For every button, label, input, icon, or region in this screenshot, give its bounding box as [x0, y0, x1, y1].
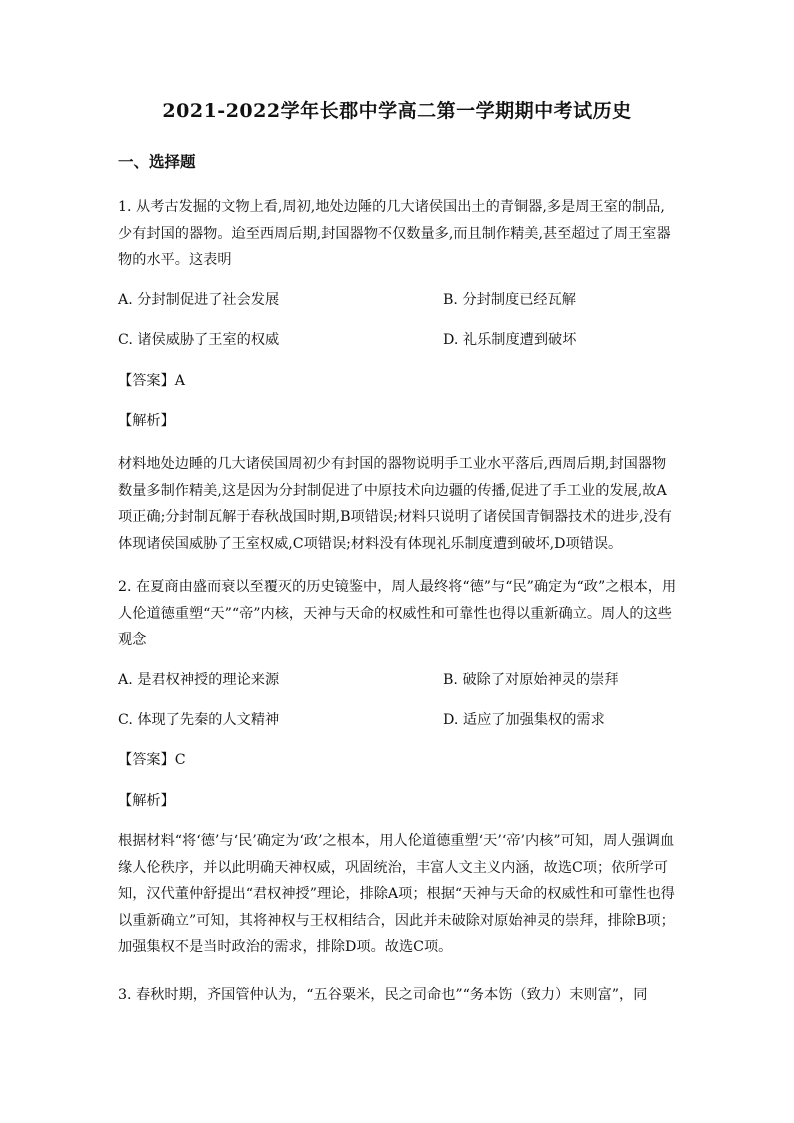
question-2-answer: 【答案】C: [118, 752, 186, 768]
question-1-analysis: 材料地处边睡的几大诸侯国周初少有封国的器物说明手工业水平落后,西周后期,封国器物数量多制作精美,这是因为分封制促进了中原技术向边疆的传播,促进了手工业的发展,故A项正确;分封制瓦解于春秋战国时期,B项错误;材料只说明了诸侯国青铜器技术的进步,没有体现诸侯国威胁了王室权威,C项错误;材料没有体现礼乐制度遭到破坏,D项错误。: [118, 456, 672, 552]
question-1-option-c: C. 诸侯威胁了王室的权威: [118, 332, 280, 348]
question-2-analysis-label: 【解析】: [118, 793, 175, 809]
question-2-option-a: A. 是君权神授的理论来源: [118, 672, 280, 688]
question-1-option-a: A. 分封制促进了社会发展: [118, 292, 280, 308]
question-2-analysis: 根据材料“将‘德’与‘民’确定为‘政’之根本，用人伦道德重塑‘天’‘帝’内核”可知，周人强调血缘人伦秩序，并以此明确天神权威，巩固统治，丰富人文主义内涵，故选C项；依所学可知，汉代董仲舒提出“君权神授”理论，排除A项；根据“天神与天命的权威性和可靠性也得以重新确立”可知，其将神权与王权相结合，因此并未破除对原始神灵的崇拜，排除B项；加强集权不是当时政治的需求，排除D项。故选C项。: [118, 833, 675, 955]
section-heading: 一、选择题: [118, 152, 196, 171]
question-1-stem: 1. 从考古发掘的文物上看,周初,地处边陲的几大诸侯国出土的青铜器,多是周王室的制品,少有封国的器物。迨至西周后期,封国器物不仅数量多,而且制作精美,甚至超过了周王室器物的水平。这表明: [118, 199, 671, 268]
question-2-option-b: B. 破除了对原始神灵的崇拜: [443, 672, 619, 688]
question-1-answer: 【答案】A: [118, 373, 185, 389]
question-1-analysis-label: 【解析】: [118, 413, 175, 429]
page-title: 2021-2022学年长郡中学高二第一学期期中考试历史: [162, 100, 632, 122]
question-2-option-d: D. 适应了加强集权的需求: [443, 712, 605, 728]
question-2-option-c: C. 体现了先秦的人文精神: [118, 712, 280, 728]
question-3-stem: 3. 春秋时期，齐国管仲认为，“五谷粟米，民之司命也”“务本饬（致力）末则富”，同: [118, 987, 648, 1003]
question-2-stem: 2. 在夏商由盛而衰以至覆灭的历史镜鉴中，周人最终将“德”与“民”确定为“政”之根本，用人伦道德重塑“天”“帝”内核，天神与天命的权威性和可靠性也得以重新确立。周人的这些观念: [118, 579, 677, 648]
question-1-option-b: B. 分封制度已经瓦解: [443, 292, 576, 308]
question-1-option-d: D. 礼乐制度遭到破坏: [443, 332, 577, 348]
